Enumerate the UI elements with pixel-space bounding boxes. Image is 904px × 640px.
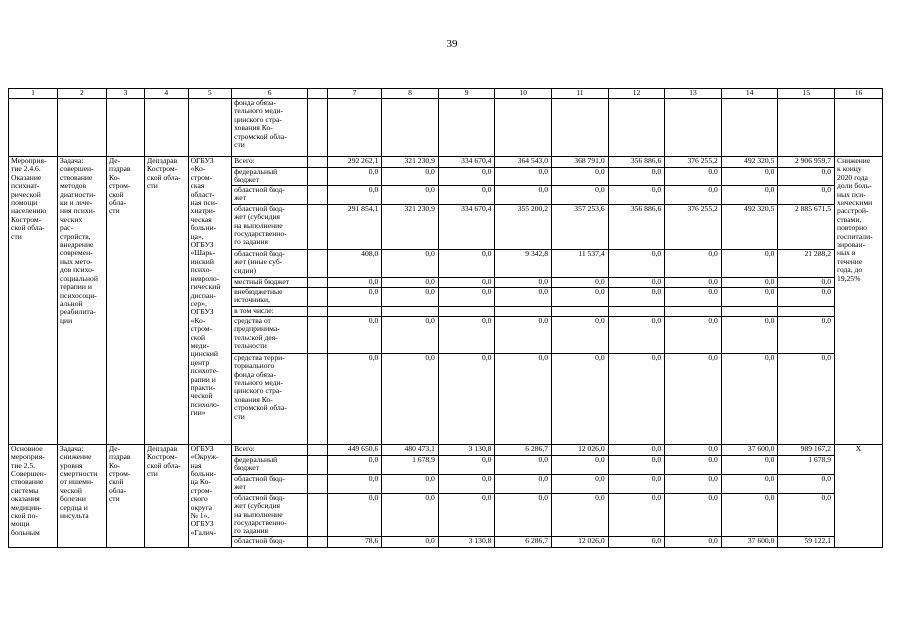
empty-cell xyxy=(308,444,328,455)
empty-cell xyxy=(308,204,328,249)
column-header-14: 14 xyxy=(721,89,778,99)
continuation-row xyxy=(9,99,883,157)
amount-cell: 0,0 xyxy=(665,168,722,186)
empty-cell xyxy=(308,306,328,316)
amount-cell xyxy=(778,306,835,316)
amount-cell: 0,0 xyxy=(608,249,665,277)
amount-cell: 0,0 xyxy=(721,353,778,444)
amount-cell: 0,0 xyxy=(438,316,495,353)
funding-source-label: средства от предпринима- тельской дея- тельности xyxy=(232,316,308,353)
funding-source-label: федеральный бюджет xyxy=(232,168,308,186)
empty-cell xyxy=(308,493,328,536)
amount-cell: 0,0 xyxy=(327,185,381,204)
amount-cell: 291 854,1 xyxy=(327,204,381,249)
amount-cell: 0,0 xyxy=(438,455,495,474)
amount-cell: 0,0 xyxy=(665,455,722,474)
column-header-11: 11 xyxy=(552,89,609,99)
funding-source-label: местный бюджет xyxy=(232,277,308,287)
amount-cell: 0,0 xyxy=(327,493,381,536)
column-header-10: 10 xyxy=(495,89,552,99)
amount-cell: 0,0 xyxy=(495,185,552,204)
amount-cell: 11 537,4 xyxy=(552,249,609,277)
amount-cell: 357 253,6 xyxy=(552,204,609,249)
amount-cell: 0,0 xyxy=(495,316,552,353)
amount-cell: 3 130,8 xyxy=(438,444,495,455)
funding-source-label: областной бюд- жет xyxy=(232,185,308,204)
amount-cell: 0,0 xyxy=(721,316,778,353)
amount-cell: 0,0 xyxy=(665,353,722,444)
amount-cell: 364 543,0 xyxy=(495,157,552,168)
amount-cell: 0,0 xyxy=(327,168,381,186)
amount-cell: 0,0 xyxy=(382,287,439,306)
amount-cell: 0,0 xyxy=(665,185,722,204)
amount-cell: 6 286,7 xyxy=(495,536,552,547)
amount-cell: 0,0 xyxy=(495,455,552,474)
amount-cell: 0,0 xyxy=(608,455,665,474)
amount-cell: 0,0 xyxy=(495,277,552,287)
amount-cell: 449 650,6 xyxy=(327,444,381,455)
amount-cell: 0,0 xyxy=(665,474,722,493)
amount-cell: 0,0 xyxy=(608,185,665,204)
amount-cell: 0,0 xyxy=(552,277,609,287)
amount-cell: 0,0 xyxy=(382,249,439,277)
amount-cell: 0,0 xyxy=(382,168,439,186)
block1-col-3: Де- пздрав Ко- стром- ской обла- сти xyxy=(106,157,144,445)
amount-cell: 6 286,7 xyxy=(495,444,552,455)
amount-cell: 12 026,0 xyxy=(552,444,609,455)
amount-cell: 0,0 xyxy=(327,474,381,493)
amount-cell xyxy=(382,306,439,316)
amount-cell: 368 791,0 xyxy=(552,157,609,168)
table-row xyxy=(9,444,883,455)
amount-cell: 0,0 xyxy=(495,287,552,306)
empty-cell xyxy=(308,536,328,547)
funding-source-label: федеральный бюджет xyxy=(232,455,308,474)
page-number: 39 xyxy=(446,38,458,50)
amount-cell: 21 288,2 xyxy=(778,249,835,277)
amount-cell: 12 026,0 xyxy=(552,536,609,547)
amount-cell: 356 886,6 xyxy=(608,157,665,168)
amount-cell: 492 320,5 xyxy=(721,157,778,168)
amount-cell: 0,0 xyxy=(608,287,665,306)
amount-cell: 0,0 xyxy=(721,493,778,536)
table-body xyxy=(9,89,883,548)
amount-cell: 2 906 959,7 xyxy=(778,157,835,168)
amount-cell: 0,0 xyxy=(608,493,665,536)
amount-cell: 0,0 xyxy=(778,474,835,493)
block2-col-5: ОГБУЗ «Окруж- ная больни- ца Ко- стром- ского округа № 1», ОГБУЗ «Галич- xyxy=(188,444,232,547)
column-header-4: 5 xyxy=(188,89,232,99)
amount-cell: 292 262,1 xyxy=(327,157,381,168)
amount-cell xyxy=(721,306,778,316)
amount-cell: 0,0 xyxy=(552,185,609,204)
amount-cell: 9 342,8 xyxy=(495,249,552,277)
column-header-8: 8 xyxy=(382,89,439,99)
amount-cell: 0,0 xyxy=(438,249,495,277)
table-row xyxy=(9,157,883,168)
amount-cell: 0,0 xyxy=(665,536,722,547)
amount-cell: 0,0 xyxy=(778,287,835,306)
block1-col-1: Мероприя- тие 2.4.6. Оказание психиат- рической помощи населению Костром- ской обла- сти xyxy=(9,157,58,445)
funding-source-label: внебюджетные источники, xyxy=(232,287,308,306)
empty-cell xyxy=(308,168,328,186)
amount-cell: 0,0 xyxy=(721,455,778,474)
amount-cell: 0,0 xyxy=(327,277,381,287)
empty-cell xyxy=(308,316,328,353)
column-header-9: 9 xyxy=(438,89,495,99)
block1-result: Снижение к концу 2020 года доли боль- ных пси- хическими расстрой- ствами, повторно госпитали- зирован- ных в течение года, до 19,25% xyxy=(835,157,883,445)
amount-cell: 0,0 xyxy=(665,444,722,455)
amount-cell: 0,0 xyxy=(778,168,835,186)
amount-cell xyxy=(665,306,722,316)
column-header-6 xyxy=(308,89,328,99)
funding-source-label: областной бюд- жет (иные суб- сидии) xyxy=(232,249,308,277)
amount-cell: 376 255,2 xyxy=(665,157,722,168)
empty-cell xyxy=(308,157,328,168)
funding-source-label: в том числе: xyxy=(232,306,308,316)
column-header-13: 13 xyxy=(665,89,722,99)
amount-cell: 0,0 xyxy=(608,353,665,444)
amount-cell: 0,0 xyxy=(552,353,609,444)
amount-cell xyxy=(438,306,495,316)
amount-cell: 0,0 xyxy=(665,277,722,287)
funding-source-label: областной бюд- xyxy=(232,536,308,547)
amount-cell: 0,0 xyxy=(608,168,665,186)
amount-cell: 480 473,1 xyxy=(382,444,439,455)
amount-cell: 376 255,2 xyxy=(665,204,722,249)
budget-table xyxy=(8,88,883,548)
block2-col-1: Основное мероприя- тие 2.5. Совершен- ствование системы оказания медицин- ской по- мощи больным xyxy=(9,444,58,547)
amount-cell: 0,0 xyxy=(721,277,778,287)
column-header-1: 2 xyxy=(57,89,106,99)
amount-cell: 0,0 xyxy=(721,287,778,306)
amount-cell: 0,0 xyxy=(552,168,609,186)
amount-cell: 0,0 xyxy=(608,536,665,547)
column-header-16: 16 xyxy=(835,89,883,99)
amount-cell: 492 320,5 xyxy=(721,204,778,249)
amount-cell: 0,0 xyxy=(608,277,665,287)
empty-cell xyxy=(308,455,328,474)
funding-source-label: областной бюд- жет xyxy=(232,474,308,493)
amount-cell: 0,0 xyxy=(495,168,552,186)
amount-cell: 321 230,9 xyxy=(382,157,439,168)
amount-cell: 334 670,4 xyxy=(438,157,495,168)
amount-cell: 0,0 xyxy=(382,474,439,493)
funding-source-label: Всего: xyxy=(232,157,308,168)
amount-cell: 78,6 xyxy=(327,536,381,547)
amount-cell xyxy=(495,306,552,316)
empty-cell xyxy=(308,353,328,444)
amount-cell: 37 600,0 xyxy=(721,444,778,455)
amount-cell: 0,0 xyxy=(552,474,609,493)
amount-cell: 0,0 xyxy=(665,287,722,306)
column-header-2: 3 xyxy=(106,89,144,99)
amount-cell: 2 885 671,5 xyxy=(778,204,835,249)
amount-cell: 0,0 xyxy=(608,474,665,493)
amount-cell: 0,0 xyxy=(382,353,439,444)
amount-cell: 0,0 xyxy=(438,353,495,444)
amount-cell: 0,0 xyxy=(327,287,381,306)
amount-cell: 3 130,8 xyxy=(438,536,495,547)
amount-cell: 0,0 xyxy=(665,493,722,536)
amount-cell: 0,0 xyxy=(382,185,439,204)
funding-source-label: областной бюд- жет (субсидия на выполнение государственно- го задания xyxy=(232,204,308,249)
amount-cell: 0,0 xyxy=(665,249,722,277)
amount-cell: 0,0 xyxy=(552,316,609,353)
amount-cell: 408,0 xyxy=(327,249,381,277)
block2-col-4: Депздрав Костром- ской обла- сти xyxy=(145,444,189,547)
amount-cell: 0,0 xyxy=(382,493,439,536)
amount-cell: 0,0 xyxy=(495,493,552,536)
empty-cell xyxy=(308,287,328,306)
amount-cell: 0,0 xyxy=(438,168,495,186)
block1-col-2: Задача: совершен- ствование методов диагности- ки и лече- ния психи- ческих рас- стройств, внедрение современ- ных мето- дов психо- социальной терапии и психосоци- альной реабилита- ции xyxy=(57,157,106,445)
amount-cell xyxy=(327,306,381,316)
amount-cell: 0,0 xyxy=(382,536,439,547)
amount-cell: 0,0 xyxy=(721,249,778,277)
block2-col-2: Задача: снижение уровня смертности от ишеми- ческой болезни сердца и инсульта xyxy=(57,444,106,547)
block1-col-4: Депздрав Костром- ской обла- сти xyxy=(145,157,189,445)
amount-cell: 0,0 xyxy=(438,493,495,536)
amount-cell: 0,0 xyxy=(327,455,381,474)
amount-cell: 0,0 xyxy=(438,277,495,287)
column-header-0: 1 xyxy=(9,89,58,99)
amount-cell: 0,0 xyxy=(438,185,495,204)
funding-source-label: областной бюд- жет (субсидия на выполнение государственно- го задания xyxy=(232,493,308,536)
amount-cell xyxy=(552,306,609,316)
amount-cell: 1 678,9 xyxy=(382,455,439,474)
amount-cell: 0,0 xyxy=(495,474,552,493)
amount-cell: 0,0 xyxy=(327,353,381,444)
funding-source-label: средства терри- ториального фонда обяза- тельного меди- цинского стра- хования Ко- стромской обла- сти xyxy=(232,353,308,444)
continuation-label: фонда обяза- тельного меди- цинского стра- хования Ко- стромской обла- сти xyxy=(232,99,308,157)
column-header-5: 6 xyxy=(232,89,308,99)
empty-cell xyxy=(308,277,328,287)
amount-cell: 0,0 xyxy=(665,316,722,353)
amount-cell: 0,0 xyxy=(552,493,609,536)
amount-cell: 0,0 xyxy=(778,316,835,353)
amount-cell: 0,0 xyxy=(608,316,665,353)
column-header-12: 12 xyxy=(608,89,665,99)
amount-cell: 0,0 xyxy=(721,168,778,186)
block2-col-3: Де- пздрав Ко- стром- ской обла- сти xyxy=(106,444,144,547)
column-header-15: 15 xyxy=(778,89,835,99)
amount-cell xyxy=(608,306,665,316)
amount-cell: 0,0 xyxy=(438,474,495,493)
amount-cell: 37 600,0 xyxy=(721,536,778,547)
amount-cell: 321 230,9 xyxy=(382,204,439,249)
header-row xyxy=(9,89,883,99)
empty-cell xyxy=(308,474,328,493)
amount-cell: 0,0 xyxy=(382,316,439,353)
amount-cell: 0,0 xyxy=(778,353,835,444)
amount-cell: 0,0 xyxy=(608,444,665,455)
column-header-3: 4 xyxy=(145,89,189,99)
amount-cell: 0,0 xyxy=(382,277,439,287)
empty-cell xyxy=(308,185,328,204)
empty-cell xyxy=(308,249,328,277)
amount-cell: 989 167,2 xyxy=(778,444,835,455)
block2-result: Х xyxy=(835,444,883,547)
amount-cell: 0,0 xyxy=(327,316,381,353)
amount-cell: 1 678,9 xyxy=(778,455,835,474)
amount-cell: 0,0 xyxy=(778,185,835,204)
amount-cell: 355 200,2 xyxy=(495,204,552,249)
column-header-7: 7 xyxy=(327,89,381,99)
amount-cell: 334 670,4 xyxy=(438,204,495,249)
amount-cell: 0,0 xyxy=(495,353,552,444)
amount-cell: 59 122,1 xyxy=(778,536,835,547)
amount-cell: 0,0 xyxy=(438,287,495,306)
amount-cell: 0,0 xyxy=(552,287,609,306)
funding-source-label: Всего: xyxy=(232,444,308,455)
amount-cell: 0,0 xyxy=(778,493,835,536)
amount-cell: 0,0 xyxy=(778,277,835,287)
amount-cell: 0,0 xyxy=(721,185,778,204)
amount-cell: 0,0 xyxy=(721,474,778,493)
amount-cell: 356 886,6 xyxy=(608,204,665,249)
amount-cell: 0,0 xyxy=(552,455,609,474)
block1-col-5: ОГБУЗ «Ко- стром- ская област- ная пси- хиатри- ческая больни- ца», ОГБУЗ «Шарь- инский психо- невроло- гический диспан- сер», ОГБУЗ «Ко- стром- ской меди- цинский центр психоте- рапии и практи- ческой психоло- гии» xyxy=(188,157,232,445)
